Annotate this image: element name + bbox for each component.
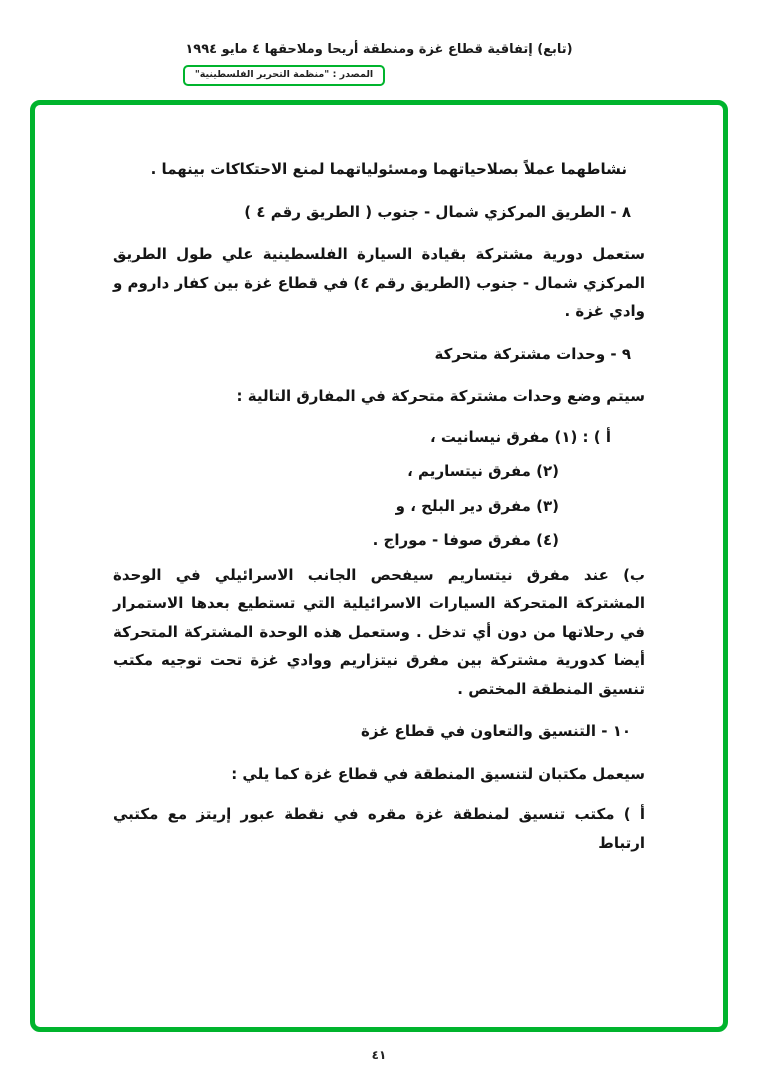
list-item-junction-1: أ ) : (١) مفرق نيسانيت ، xyxy=(429,427,611,446)
document-title: (تابع) إتفاقية قطاع غزة ومنطقة أريحا وملاحقها ٤ مايو ١٩٩٤ xyxy=(185,42,573,57)
document-body xyxy=(35,105,723,857)
source-badge: المصدر : "منظمة التحرير الفلسطينية" xyxy=(183,65,385,86)
section-heading-9: ٩ - وحدات مشتركة متحركة xyxy=(434,344,631,363)
paragraph-mobile-units-intro: سيتم وضع وحدات مشتركة متحركة في المفارق التالية : xyxy=(236,387,645,405)
paragraph-netzarim-checks: ب) عند مفرق نيتساريم سيفحص الجانب الاسرائيلي في الوحدة المشتركة المتحركة السيارات الاسرائيلية التي تستطيع بعدها الاستمرار في رحلاتها من دون أي تدخل . وستعمل هذه الوحدة المشتركة المتحركة أيضا كدورية مشتركة بين مفرق نيتزاريم ووادي غزة تحت توجيه مكتب تنسيق المنطقة المختص . xyxy=(113,565,645,698)
paragraph-central-road: ستعمل دورية مشتركة بقيادة السيارة الفلسطينية علي طول الطريق المركزي شمال - جنوب (الطريق رقم ٤) في قطاع غزة بين كفار داروم و وادي غزة . xyxy=(113,245,645,320)
source-row xyxy=(0,65,758,86)
content-frame xyxy=(30,100,728,1032)
paragraph-coordination-intro: سيعمل مكتبان لتنسيق المنطقة في قطاع غزة كما يلي : xyxy=(231,764,645,783)
paragraph-continuation: نشاطهما عملاً بصلاحياتهما ومسئولياتهما لمنع الاحتكاكات بينهما . xyxy=(150,160,627,178)
page-header xyxy=(0,0,758,86)
list-item-junction-4: (٤) مفرق صوفا - موراج . xyxy=(372,531,559,549)
section-heading-10: ١٠ - التنسيق والتعاون في قطاع غزة xyxy=(361,722,631,740)
page-number: ٤١ xyxy=(371,1048,387,1062)
section-heading-8: ٨ - الطريق المركزي شمال - جنوب ( الطريق رقم ٤ ) xyxy=(244,202,631,221)
list-item-junction-2: (٢) مفرق نيتساريم ، xyxy=(407,462,559,480)
list-item-junction-3: (٣) مفرق دير البلح ، و xyxy=(395,496,559,515)
paragraph-gaza-office: أ ) مكتب تنسيق لمنطقة غزة مقره في نقطة عبور إريتز مع مكتبي ارتباط xyxy=(113,805,645,852)
